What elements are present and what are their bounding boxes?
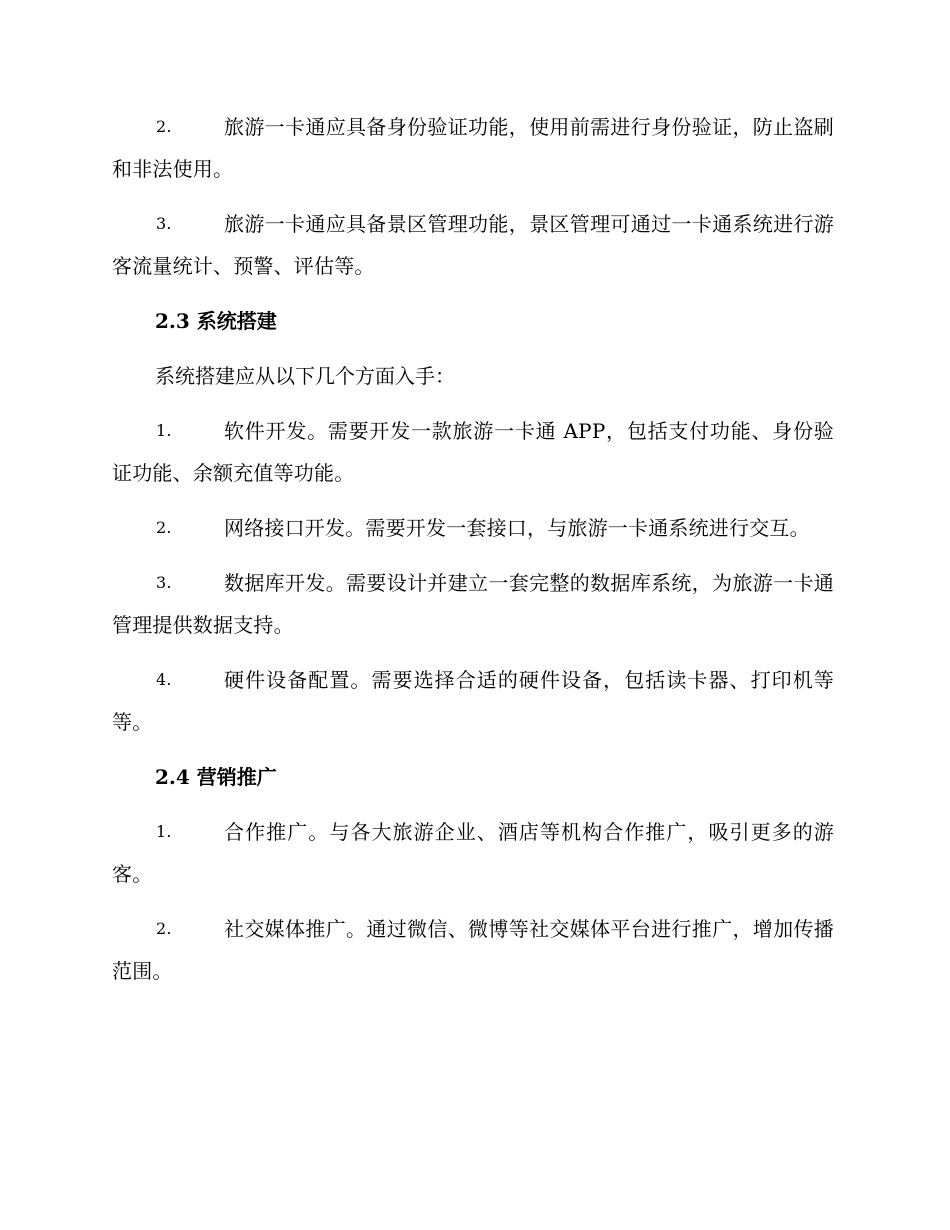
list-item-text: 网络接口开发。需要开发一套接口，与旅游一卡通系统进行交互。: [224, 516, 810, 540]
section-heading-system-setup: 2.3 系统搭建: [155, 309, 277, 333]
list-item-text: 硬件设备配置。需要选择合适的硬件设备，包括读卡器、打印机等等。: [112, 668, 834, 734]
list-item-text: 旅游一卡通应具备景区管理功能，景区管理可通过一卡通系统进行游客流量统计、预警、评估等。: [112, 212, 834, 278]
list-item-text: 社交媒体推广。通过微信、微博等社交媒体平台进行推广，增加传播范围。: [112, 917, 834, 983]
list-item-text: 合作推广。与各大旅游企业、酒店等机构合作推广，吸引更多的游客。: [112, 820, 834, 886]
list-item-text: 旅游一卡通应具备身份验证功能，使用前需进行身份验证，防止盗刷和非法使用。: [112, 115, 834, 181]
list-item-text: 软件开发。需要开发一款旅游一卡通 APP，包括支付功能、身份验证功能、余额充值等功能。: [112, 419, 834, 485]
list-item: [112, 562, 834, 646]
list-item-number: 2.: [156, 117, 172, 136]
list-item: [112, 106, 834, 190]
section-intro: 系统搭建应从以下几个方面入手：: [155, 364, 455, 388]
list-item: [112, 908, 834, 992]
list-item-number: 2.: [156, 518, 172, 537]
list-item: [112, 811, 834, 895]
list-item-number: 1.: [156, 822, 172, 841]
list-item-number: 4.: [156, 670, 172, 689]
list-item: [112, 659, 834, 743]
list-item-text: 数据库开发。需要设计并建立一套完整的数据库系统，为旅游一卡通管理提供数据支持。: [112, 571, 834, 637]
list-item-number: 1.: [156, 421, 172, 440]
list-item-number: 3.: [156, 214, 172, 233]
list-item: [112, 203, 834, 287]
list-item-number: 2.: [156, 919, 172, 938]
list-item-number: 3.: [156, 573, 172, 592]
list-item: [112, 410, 834, 494]
list-item: [112, 507, 834, 549]
document-body: [112, 106, 834, 1005]
section-heading-marketing: 2.4 营销推广: [155, 765, 277, 789]
